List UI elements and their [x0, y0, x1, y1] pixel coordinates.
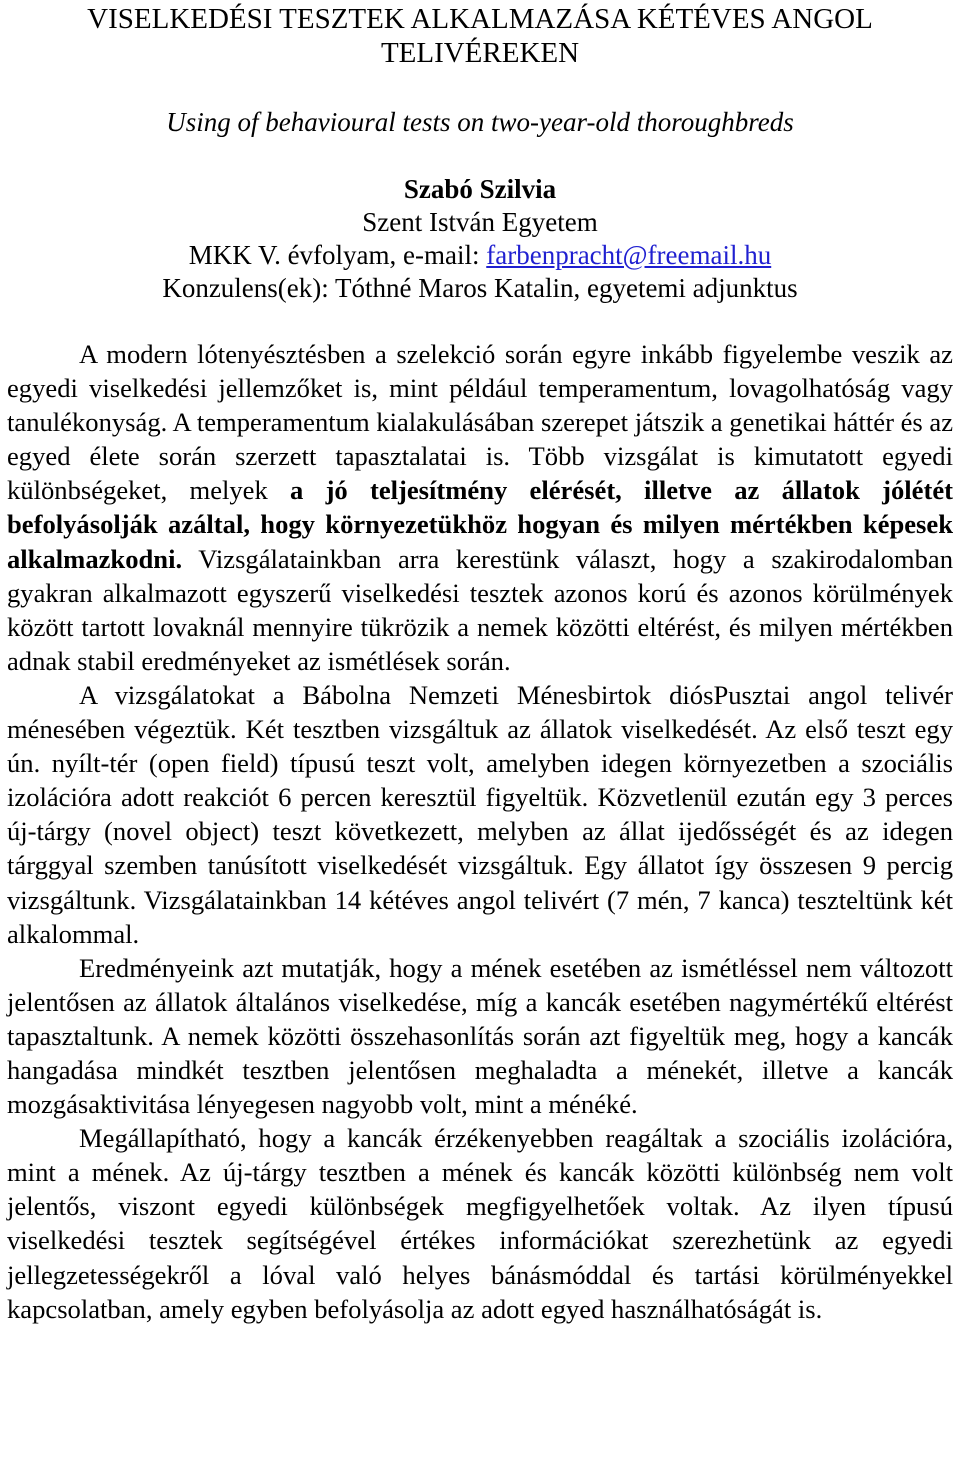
- author-contact: [7, 239, 953, 272]
- abstract-p1-text-b: Vizsgálatainkban arra kerestünk választ, hogy a szakirodalomban gyakran alkalmazott egyszerű viselkedési tesztek azonos korú és azonos körülmények között tartott lovaknál mennyire tükrözik a nemek közötti eltérést, és milyen mértékben adnak stabil eredményeket az ismétlések során.: [7, 543, 953, 676]
- author-name: Szabó Szilvia: [403, 174, 557, 204]
- abstract-paragraph-4: Megállapítható, hogy a kancák érzékenyebben reagáltak a szociális izolációra, mint a mének. Az új-tárgy tesztben a mének és kancák közötti különbség nem volt jelentős, viszont egyedi különbségek megfigyelhetőek voltak. Az ilyen típusú viselkedési tesztek segítségével értékes információkat szerezhetünk az egyedi jellegzetességekről a lóval való helyes bánásmóddal és tartási körülményekkel kapcsolatban, amely egyben befolyásolja az adott egyed használhatóságát is.: [7, 1123, 953, 1324]
- paper-subtitle: Using of behavioural tests on two-year-old thoroughbreds: [166, 107, 794, 137]
- author-institution: Szent István Egyetem: [362, 207, 598, 237]
- author-block: [7, 173, 953, 305]
- abstract-p1-bold: a jó teljesítmény elérését, illetve az állatok jólétét befolyásolják azáltal, hogy környezetükhöz hogyan és milyen mértékben képesek alkalmazkodni.: [7, 475, 953, 574]
- paper-title: [7, 2, 953, 70]
- abstract-paragraph-2: A vizsgálatokat a Bábolna Nemzeti Ménesbirtok diósPusztai angol telivér ménesében végeztük. Két tesztben vizsgáltuk az állatok viselkedését. Az első teszt egy ún. nyílt-tér (open field) típusú teszt volt, amelyben idegen környezetben a szociális izolációra adott reakciót 6 percen keresztül figyeltük. Közvetlenül ezután egy 3 perces új-tárgy (novel object) teszt következett, melyben az állat ijedősségét és az idegen tárggyal szemben tanúsított viselkedését vizsgáltuk. Egy állatot így összesen 9 percig vizsgáltunk. Vizsgálatainkban 14 kétéves angol telivért (7 mén, 7 kanca) teszteltünk két alkalommal.: [7, 679, 953, 949]
- paper-title-line1: VISELKEDÉSI TESZTEK ALKALMAZÁSA KÉTÉVES ANGOL: [87, 3, 873, 35]
- abstract-paragraph-3: Eredményeink azt mutatják, hogy a mének esetében az ismétléssel nem változott jelentősen az állatok általános viselkedése, míg a kancák esetében nagymértékű eltérést tapasztaltunk. A nemek közötti összehasonlítás során azt figyeltük meg, hogy a kancák hangadása mindkét tesztben jelentősen meghaladta a ménekét, illetve a kancák mozgásaktivitása lényegesen nagyobb volt, mint a ménéké.: [7, 952, 953, 1120]
- paper-title-line2: TELIVÉREKEN: [380, 37, 580, 69]
- abstract-paragraph-1: [7, 337, 953, 678]
- author-consultant: Konzulens(ek): Tóthné Maros Katalin, egyetemi adjunktus: [162, 273, 798, 303]
- author-year: MKK V. évfolyam, e-mail:: [188, 240, 487, 270]
- abstract-p1-text-a: A modern lótenyésztésben a szelekció során egyre inkább figyelembe veszik az egyedi viselkedési jellemzőket is, mint például temperamentum, lovagolhatóság vagy tanulékonyság. A temperamentum kialakulásában szerepet játszik a genetikai háttér és az egyed élete során szerzett tapasztalatai is. Több vizsgálat is kimutatott egyedi különbségeket, melyek: [7, 339, 953, 506]
- abstract-body: [7, 337, 953, 1326]
- email-link[interactable]: farbenpracht@freemail.hu: [486, 240, 772, 270]
